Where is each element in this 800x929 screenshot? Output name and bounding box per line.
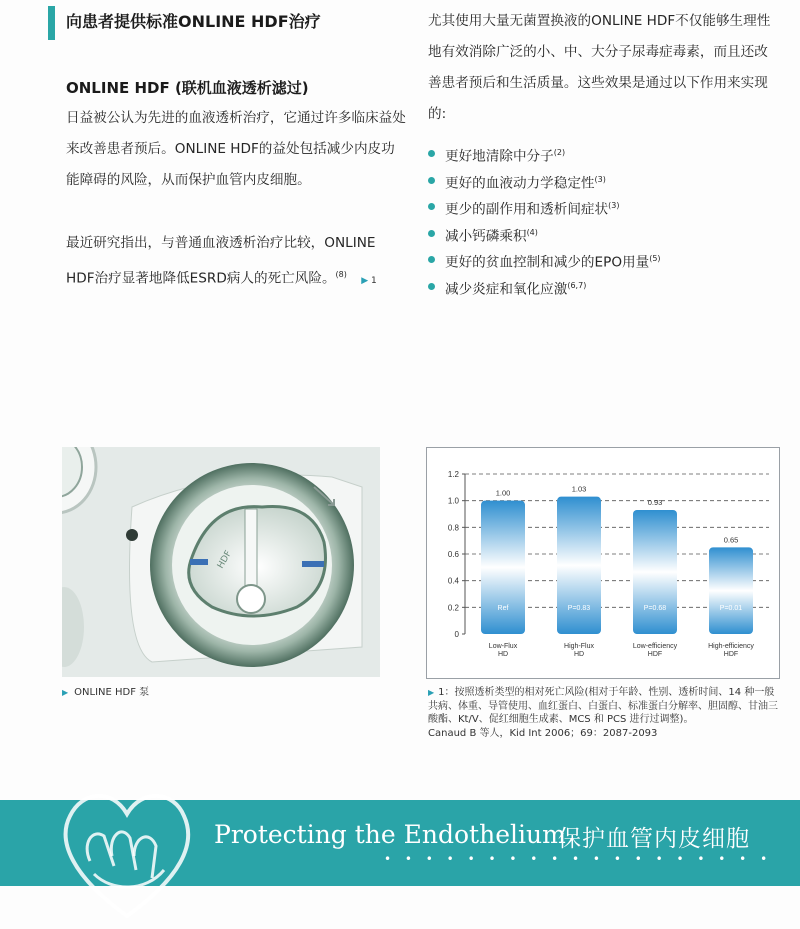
y-tick-label: 0.6	[447, 550, 459, 559]
bar-value-label: 0.65	[723, 535, 739, 545]
bar-p-label: Ref	[497, 605, 509, 612]
pump-photo	[62, 447, 380, 677]
rotor-label: HDF	[215, 549, 235, 571]
heart-hands-logo-icon	[52, 766, 202, 929]
right-intro-paragraph: 尤其使用大量无菌置换液的ONLINE HDF不仅能够生理性地有效消除广泛的小、中、大分子尿毒症毒素，而且还改善患者预后和生活质量。这些效果是通过以下作用来实现的:	[428, 13, 771, 122]
benefit-ref: (2)	[553, 148, 566, 157]
figure-link[interactable]	[361, 276, 377, 286]
figure-number: 1	[371, 275, 377, 286]
x-category-label: HDF	[647, 651, 663, 658]
benefit-list	[428, 140, 661, 299]
bar	[557, 497, 601, 634]
figure-citation: Canaud B 等人，Kid Int 2006；69：2087-2093	[428, 727, 658, 739]
bar-value-label: 1.03	[571, 484, 587, 494]
benefit-item	[428, 273, 661, 300]
caption-arrow-icon: ▶	[62, 688, 69, 697]
benefit-item	[428, 140, 661, 167]
page-heading: 向患者提供标准ONLINE HDF治疗	[66, 12, 321, 31]
benefit-ref: (3)	[594, 174, 606, 184]
benefit-ref: (5)	[649, 254, 661, 263]
x-category-label: High-efficiency	[708, 643, 754, 650]
subheading: ONLINE HDF (联机血液透析滤过)	[66, 79, 309, 97]
benefit-item	[428, 193, 661, 220]
benefit-item	[428, 167, 661, 194]
study-reference: (8)	[335, 270, 347, 279]
y-tick-label: 1.2	[447, 470, 459, 479]
x-category-label: High-Flux	[564, 643, 594, 650]
y-tick-label: 1.0	[447, 496, 459, 506]
figure-caption-text: 1：按照透析类型的相对死亡风险(相对于年龄、性别、透析时间、14 种一般共病、体重、导管使用、血红蛋白、白蛋白、标准蛋白分解率、胆固醇、甘油三酸酯、Kt/V、促红细胞生成素、MCS 和 PCS 进行过调整)。	[428, 687, 778, 725]
banner-dots: • • • • • • • • • • • • • • • • • • •	[384, 852, 773, 866]
benefit-text: 更好的贫血控制和减少的EPO用量	[445, 254, 650, 271]
x-category-label: HDF	[723, 651, 739, 658]
mortality-chart	[426, 447, 780, 679]
y-tick-label: 0	[454, 630, 459, 639]
benefit-item	[428, 246, 661, 273]
intro-paragraph: 日益被公认为先进的血液透析治疗，它通过许多临床益处来改善患者预后。ONLINE HDF的益处包括减少内皮功能障碍的风险，从而保护血管内皮细胞。	[66, 110, 406, 188]
bar	[709, 547, 753, 634]
benefit-ref: (3)	[608, 201, 620, 210]
x-category-label: HD	[497, 651, 509, 658]
benefit-ref: (4)	[526, 227, 538, 237]
benefit-item	[428, 220, 661, 247]
caption-arrow-icon: ▶	[428, 688, 435, 697]
benefit-text: 减少炎症和氧化应激	[445, 281, 568, 298]
benefit-ref: (6,7)	[567, 280, 587, 290]
arrow-icon: ▶	[361, 275, 369, 286]
benefit-text: 减小钙磷乘积	[445, 228, 527, 245]
bar	[481, 501, 525, 634]
x-category-label: Low-Flux	[488, 643, 518, 650]
study-paragraph	[66, 228, 406, 297]
x-category-label: HD	[573, 651, 585, 658]
bar-value-label: 0.93	[647, 498, 663, 507]
y-tick-label: 0.8	[447, 523, 459, 533]
bar-p-label: P=0.83	[567, 605, 591, 612]
section-marker	[48, 6, 55, 40]
bar-p-label: P=0.01	[719, 605, 743, 612]
pump-caption-text: ONLINE HDF 泵	[74, 687, 150, 698]
benefit-text: 更好的血液动力学稳定性	[445, 175, 595, 192]
bar-value-label: 1.00	[495, 488, 511, 498]
pump-illustration	[62, 447, 380, 677]
figure-caption	[428, 686, 778, 740]
x-category-label: Low-efficiency	[632, 643, 678, 650]
benefit-text: 更好地清除中分子	[445, 148, 554, 165]
y-tick-label: 0.2	[447, 603, 459, 613]
chart-svg	[427, 448, 779, 678]
bar	[633, 510, 677, 634]
y-tick-label: 0.4	[447, 576, 459, 586]
banner-title-cn: 保护血管内皮细胞	[558, 826, 750, 852]
benefit-text: 更少的副作用和透析间症状	[445, 201, 609, 218]
pump-caption	[62, 683, 149, 698]
study-text: 最近研究指出，与普通血液透析治疗比较，ONLINE HDF治疗显著地降低ESRD病人的死亡风险。	[66, 235, 376, 287]
bar-p-label: P=0.68	[643, 605, 667, 612]
banner-title: Protecting the Endothelium	[214, 820, 566, 849]
